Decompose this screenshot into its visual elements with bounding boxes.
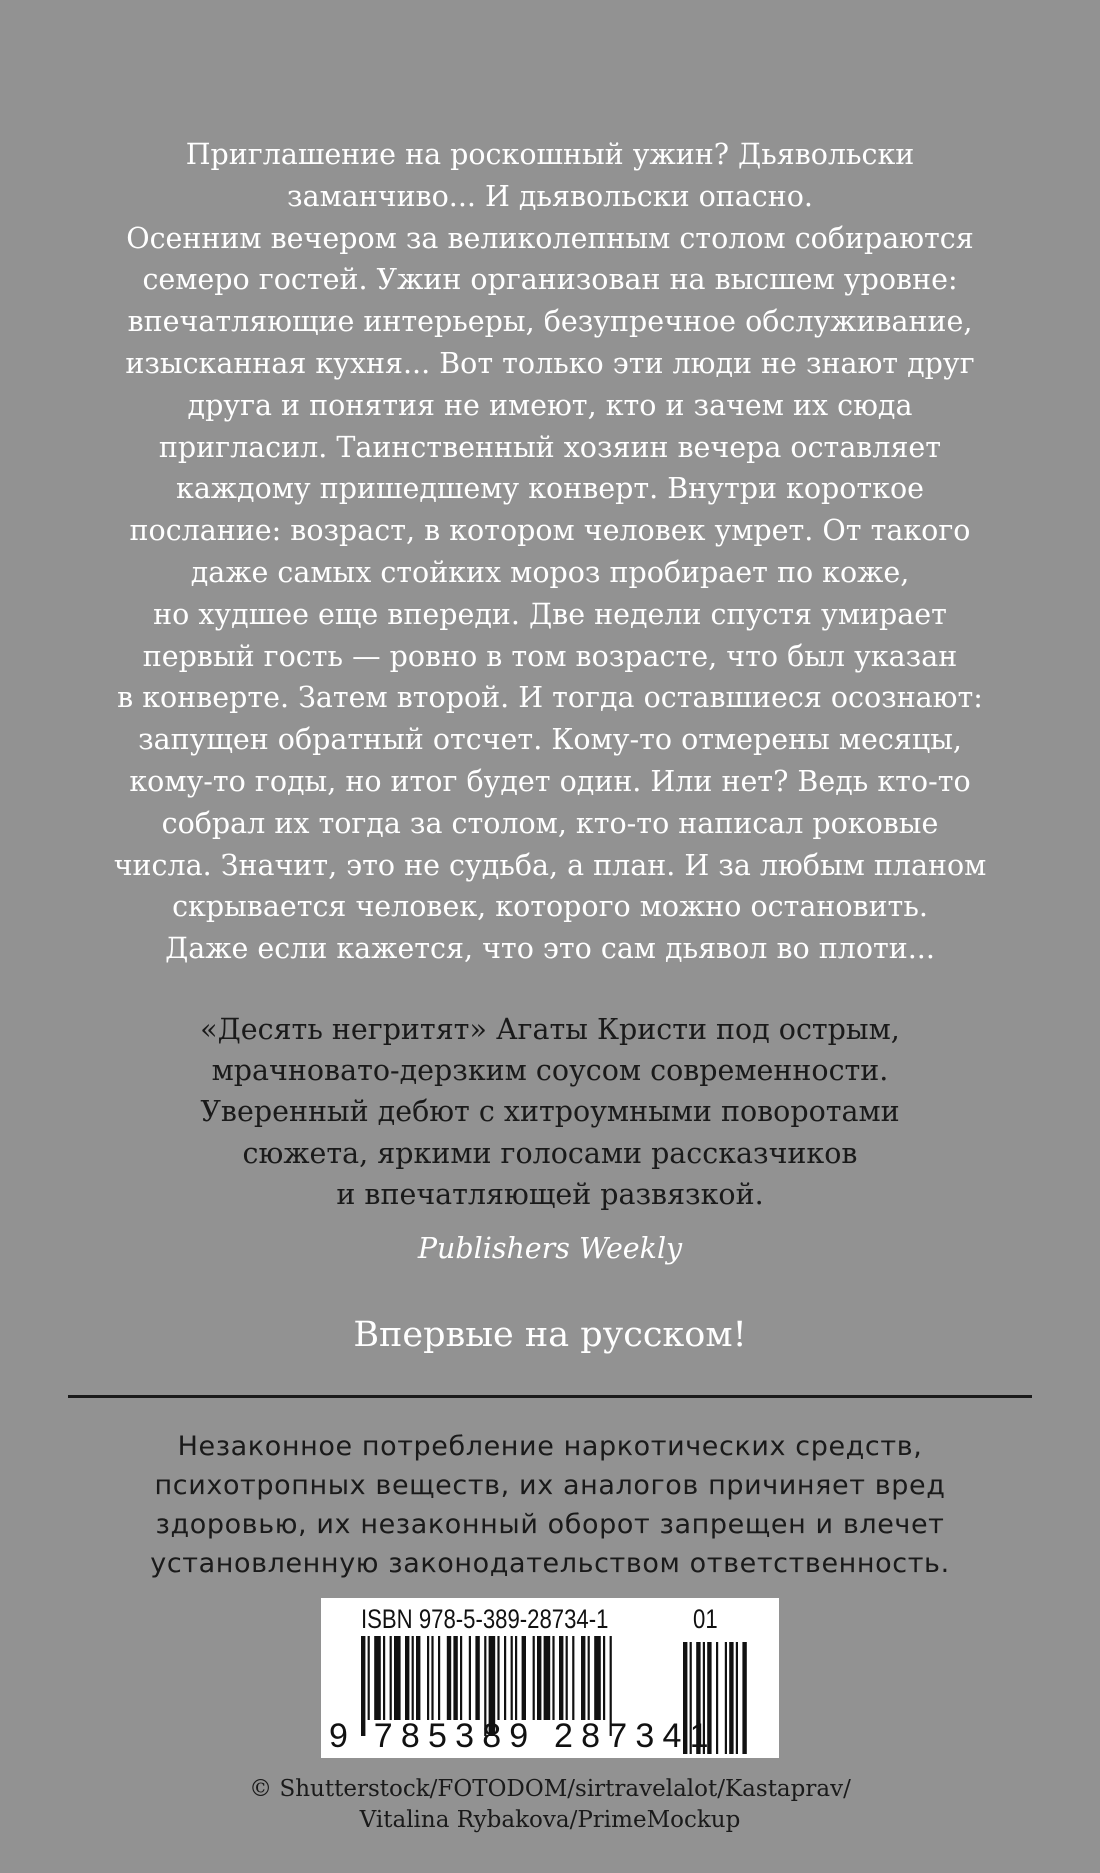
isbn-barcode	[321, 1598, 779, 1758]
barcode-bar	[552, 1636, 554, 1720]
review-line: и впечатляющей развязкой.	[336, 1177, 764, 1211]
barcode-bar	[416, 1636, 420, 1720]
review-quote	[60, 1009, 1040, 1215]
slogan: Впервые на русском!	[353, 1315, 747, 1355]
barcode-bar	[544, 1636, 551, 1720]
barcode-bar	[374, 1636, 381, 1720]
image-credits	[60, 1774, 1040, 1836]
barcode-bar	[566, 1636, 568, 1720]
barcode-bar	[594, 1636, 601, 1720]
barcode-bar	[438, 1636, 440, 1720]
warning-line: здоровью, их незаконный оборот запрещен и влечет	[155, 1509, 945, 1540]
blurb-line: в конверте. Затем второй. И тогда оставшиеся осознают:	[117, 681, 983, 715]
barcode-bar	[383, 1636, 385, 1720]
barcode-bar	[469, 1636, 471, 1720]
credits-line: © Shutterstock/FOTODOM/sirtravelalot/Kastaprav/	[249, 1776, 851, 1802]
warning-line: Незаконное потребление наркотических средств,	[177, 1431, 923, 1462]
blurb-line: первый гость — ровно в том возрасте, что был указан	[142, 639, 958, 673]
blurb-line: пригласил. Таинственный хозяин вечера оставляет	[158, 430, 942, 464]
warning-line: психотропных веществ, их аналогов причиняет вред	[154, 1470, 946, 1501]
barcode-bar	[522, 1636, 526, 1720]
barcode-bar	[405, 1636, 409, 1720]
blurb-line: послание: возраст, в котором человек умрет. От такого	[129, 514, 971, 548]
blurb-line: скрывается человек, которого можно остановить.	[172, 890, 928, 924]
blurb-line: но худшее еще впереди. Две недели спустя умирает	[153, 597, 947, 631]
barcode-bar	[581, 1636, 585, 1720]
barcode-bar	[394, 1636, 401, 1720]
barcode-addon-bar	[725, 1642, 727, 1754]
ean-digits: 9 785389 287341	[329, 1717, 717, 1755]
barcode-bar	[453, 1636, 457, 1720]
barcode-bar	[504, 1636, 506, 1720]
barcode-addon-bar	[729, 1642, 733, 1754]
divider	[68, 1395, 1032, 1398]
barcode-bar	[475, 1636, 479, 1720]
credits-line: Vitalina Rybakova/PrimeMockup	[359, 1807, 741, 1833]
blurb-text	[60, 134, 1040, 970]
barcode-bar	[368, 1636, 370, 1720]
barcode-bar	[460, 1636, 462, 1720]
barcode-bar	[588, 1636, 590, 1720]
barcode-bar	[515, 1636, 517, 1720]
barcode-bar	[572, 1636, 574, 1720]
blurb-line: друга и понятия не имеют, кто и зачем их сюда	[187, 388, 913, 422]
blurb-line: числа. Значит, это не судьба, а план. И за любым планом	[113, 848, 987, 882]
blurb-line: собрал их тогда за столом, кто-то написал роковые	[161, 806, 939, 840]
blurb-line: Осенним вечером за великолепным столом собираются	[126, 221, 974, 255]
barcode-addon-bar	[742, 1642, 746, 1754]
barcode-bar	[412, 1636, 414, 1720]
barcode-addon-bar	[736, 1642, 738, 1754]
barcode-bar	[603, 1636, 605, 1720]
blurb-line: Приглашение на роскошный ужин? Дьявольски	[185, 138, 915, 171]
isbn-label: ISBN 978-5-389-28734-1	[361, 1604, 609, 1634]
blurb-line: кому-то годы, но итог будет один. Или нет? Ведь кто-то	[129, 764, 971, 798]
blurb-line: Даже если кажется, что это сам дьявол во плоти...	[165, 932, 935, 966]
barcode-bar	[390, 1636, 392, 1720]
barcode-bar	[533, 1636, 535, 1720]
review-line: «Десять негритят» Агаты Кристи под острым,	[200, 1013, 900, 1046]
blurb-line: даже самых стойких мороз пробирает по коже,	[190, 555, 910, 589]
blurb-line: семеро гостей. Ужин организован на высшем уровне:	[142, 263, 958, 297]
barcode-bar	[431, 1636, 433, 1720]
blurb-line: изысканная кухня... Вот только эти люди не знают друг	[125, 346, 975, 380]
review-line: сюжета, яркими голосами рассказчиков	[242, 1136, 858, 1170]
barcode-bar	[511, 1636, 513, 1720]
barcode-bar	[427, 1636, 429, 1720]
warning-line: установленную законодательством ответственность.	[150, 1548, 950, 1579]
blurb-line: заманчиво... И дьявольски опасно.	[287, 179, 813, 213]
barcode-bar	[537, 1636, 541, 1720]
blurb-line: запущен обратный отсчет. Кому-то отмерены месяцы,	[138, 723, 962, 757]
barcode-bar	[447, 1636, 451, 1720]
review-line: Уверенный дебют с хитроумными поворотами	[200, 1095, 900, 1129]
review-line: мрачновато-дерзким соусом современности.	[211, 1054, 889, 1088]
legal-warning	[40, 1427, 1060, 1583]
barcode-addon: 01	[693, 1604, 718, 1634]
blurb-line: впечатляющие интерьеры, безупречное обслуживание,	[127, 305, 973, 339]
review-source: Publishers Weekly	[417, 1232, 683, 1265]
barcode-bar	[559, 1636, 563, 1720]
barcode-bar	[497, 1636, 499, 1720]
blurb-line: каждому пришедшему конверт. Внутри короткое	[176, 472, 924, 506]
